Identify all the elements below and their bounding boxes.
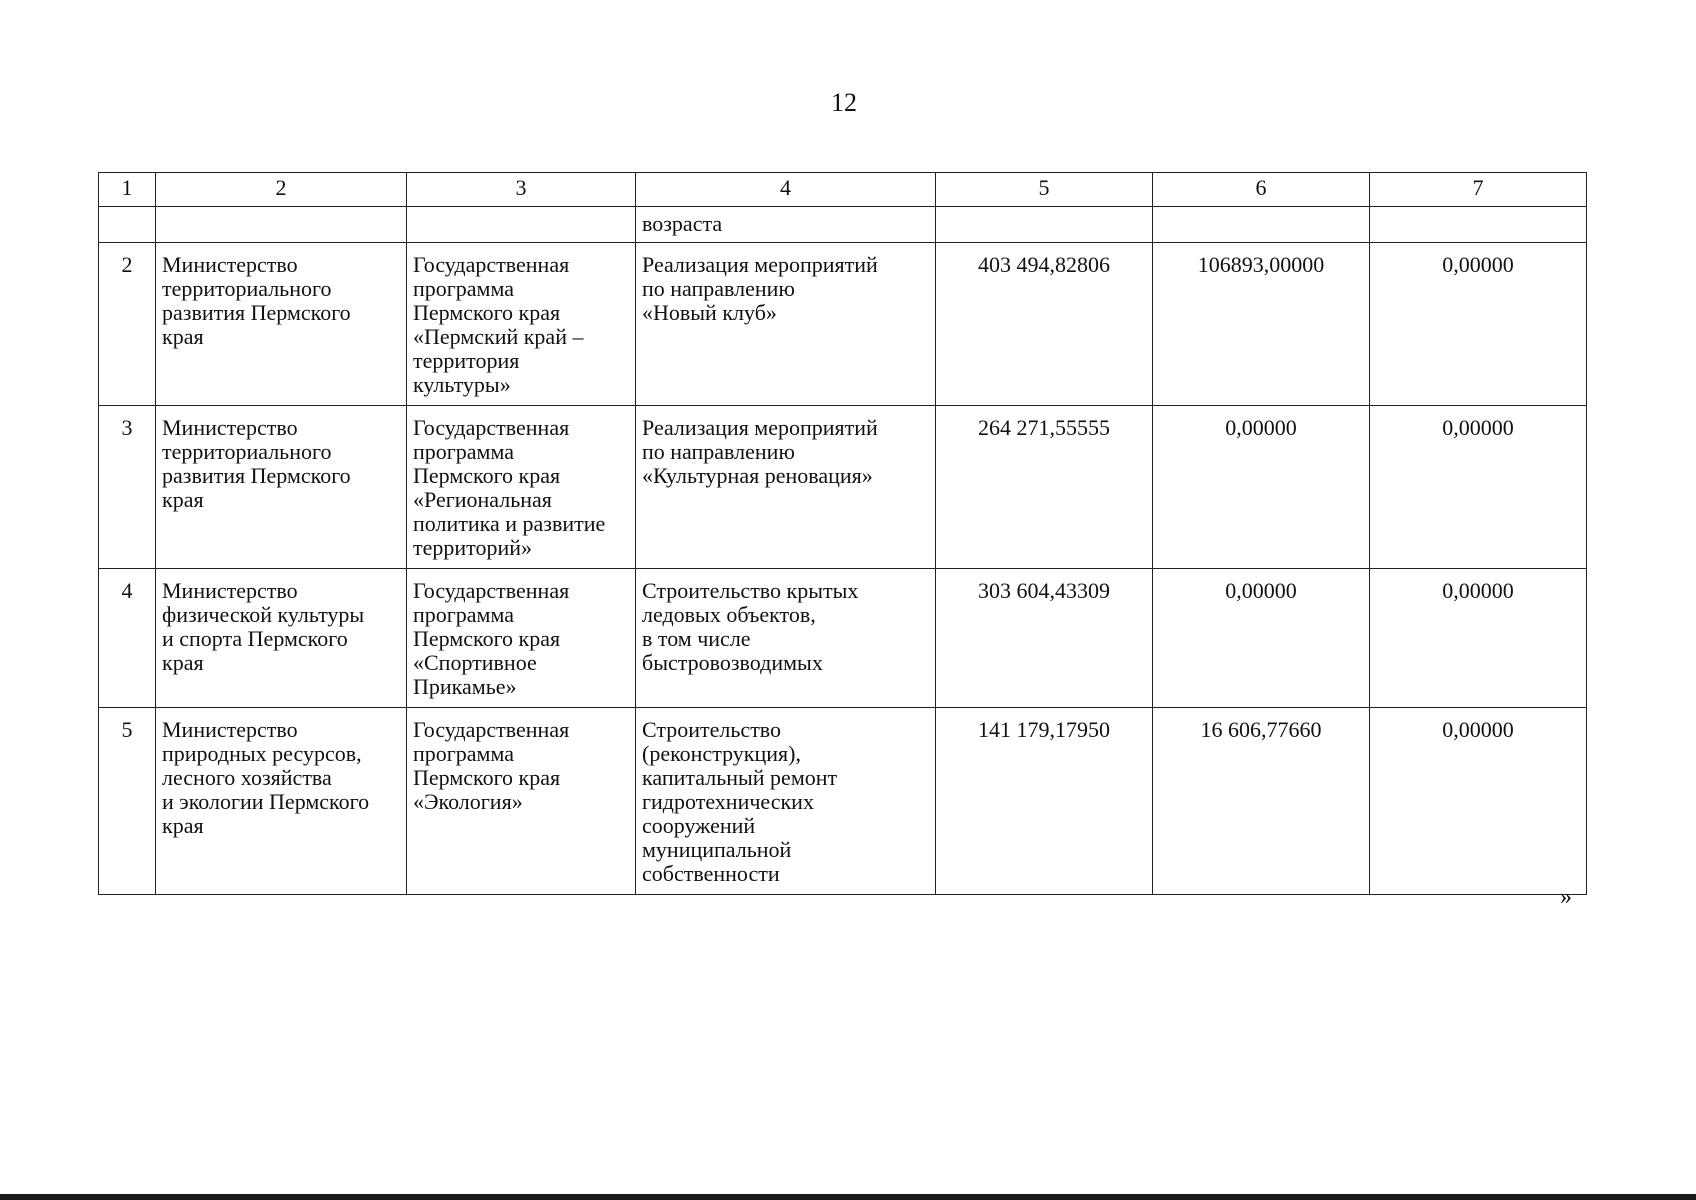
activity-line: Строительство крытых [642,578,859,603]
program-line: Государственная [413,578,570,603]
program-line: «Региональная [413,487,552,512]
continuation-row [99,207,1587,243]
header-cell: 5 [936,173,1153,207]
ministry-line: территориального [162,439,332,464]
activity-line: гидротехнических [642,789,814,814]
activity-cell [636,569,936,708]
ministry-line: физической культуры [162,602,365,627]
ministry-line: лесного хозяйства [162,765,332,790]
program-line: программа [413,741,515,766]
table-row [99,243,1587,406]
program-line: политика и развитие [413,511,606,536]
ministry-line: края [162,487,204,512]
funding-table [98,172,1587,895]
activity-line: по направлению [642,439,795,464]
activity-line: по направлению [642,276,795,301]
activity-line: быстровозводимых [642,650,823,675]
ministry-line: края [162,813,204,838]
ministry-line: Министерство [162,252,298,277]
program-cell [407,243,636,406]
program-line: Государственная [413,415,570,440]
program-line: «Пермский край – [413,324,584,349]
header-cell: 3 [407,173,636,207]
program-line: Государственная [413,252,570,277]
amount-col5: 303 604,43309 [936,569,1153,708]
ministry-cell [156,406,407,569]
activity-cell [636,708,936,895]
amount-col7: 0,00000 [1370,243,1587,406]
header-cell: 2 [156,173,407,207]
activity-line: собственности [642,861,780,886]
header-cell: 1 [99,173,156,207]
table-cell [407,207,636,243]
amount-col6: 0,00000 [1153,406,1370,569]
activity-cell [636,243,936,406]
program-line: территорий» [413,535,533,560]
amount-col5: 264 271,55555 [936,406,1153,569]
program-line: Государственная [413,717,570,742]
activity-line: Реализация мероприятий [642,415,878,440]
table-row [99,569,1587,708]
page-number: 12 [831,88,857,117]
table-row [99,708,1587,895]
ministry-line: края [162,324,204,349]
table-row [99,406,1587,569]
program-line: «Экология» [413,789,523,814]
amount-col7: 0,00000 [1370,406,1587,569]
ministry-line: Министерство [162,415,298,440]
row-number: 2 [99,243,156,406]
program-line: Пермского края [413,626,561,651]
ministry-line: Министерство [162,717,298,742]
program-line: «Спортивное [413,650,537,675]
table-cell [99,207,156,243]
program-line: Пермского края [413,765,561,790]
ministry-line: развития Пермского [162,300,351,325]
activity-line: «Новый клуб» [642,300,777,325]
ministry-cell [156,708,407,895]
program-line: программа [413,602,515,627]
amount-col7: 0,00000 [1370,708,1587,895]
amount-col6: 16 606,77660 [1153,708,1370,895]
ministry-line: развития Пермского [162,463,351,488]
ministry-cell [156,243,407,406]
activity-cell [636,406,936,569]
activity-line: Реализация мероприятий [642,252,878,277]
header-cell: 6 [1153,173,1370,207]
row-number: 5 [99,708,156,895]
activity-line: (реконструкция), [642,741,801,766]
program-line: Пермского края [413,300,561,325]
row-number: 4 [99,569,156,708]
closing-quote: » [1560,884,1572,910]
header-cell: 4 [636,173,936,207]
activity-line: Строительство [642,717,782,742]
ministry-line: территориального [162,276,332,301]
program-line: культуры» [413,372,511,397]
ministry-line: и экологии Пермского [162,789,370,814]
program-line: программа [413,276,515,301]
row-number: 3 [99,406,156,569]
activity-line: в том числе [642,626,751,651]
table-cell [156,207,407,243]
amount-col6: 0,00000 [1153,569,1370,708]
activity-line: «Культурная реновация» [642,463,873,488]
ministry-line: края [162,650,204,675]
table-cell [1370,207,1587,243]
ministry-line: Министерство [162,578,298,603]
activity-line: ледовых объектов, [642,602,816,627]
activity-line: капитальный ремонт [642,765,838,790]
ministry-line: и спорта Пермского [162,626,348,651]
header-cell: 7 [1370,173,1587,207]
table-cell: возраста [636,207,936,243]
activity-line: муниципальной [642,837,792,862]
amount-col6: 106893,00000 [1153,243,1370,406]
table-cell [1153,207,1370,243]
program-line: программа [413,439,515,464]
ministry-cell [156,569,407,708]
scan-edge-band [0,1194,1696,1200]
ministry-line: природных ресурсов, [162,741,362,766]
program-line: Пермского края [413,463,561,488]
program-cell [407,708,636,895]
program-cell [407,569,636,708]
amount-col7: 0,00000 [1370,569,1587,708]
table-header-row [99,173,1587,207]
amount-col5: 141 179,17950 [936,708,1153,895]
program-line: Прикамье» [413,674,517,699]
table-cell [936,207,1153,243]
amount-col5: 403 494,82806 [936,243,1153,406]
program-line: территория [413,348,520,373]
program-cell [407,406,636,569]
activity-line: сооружений [642,813,756,838]
